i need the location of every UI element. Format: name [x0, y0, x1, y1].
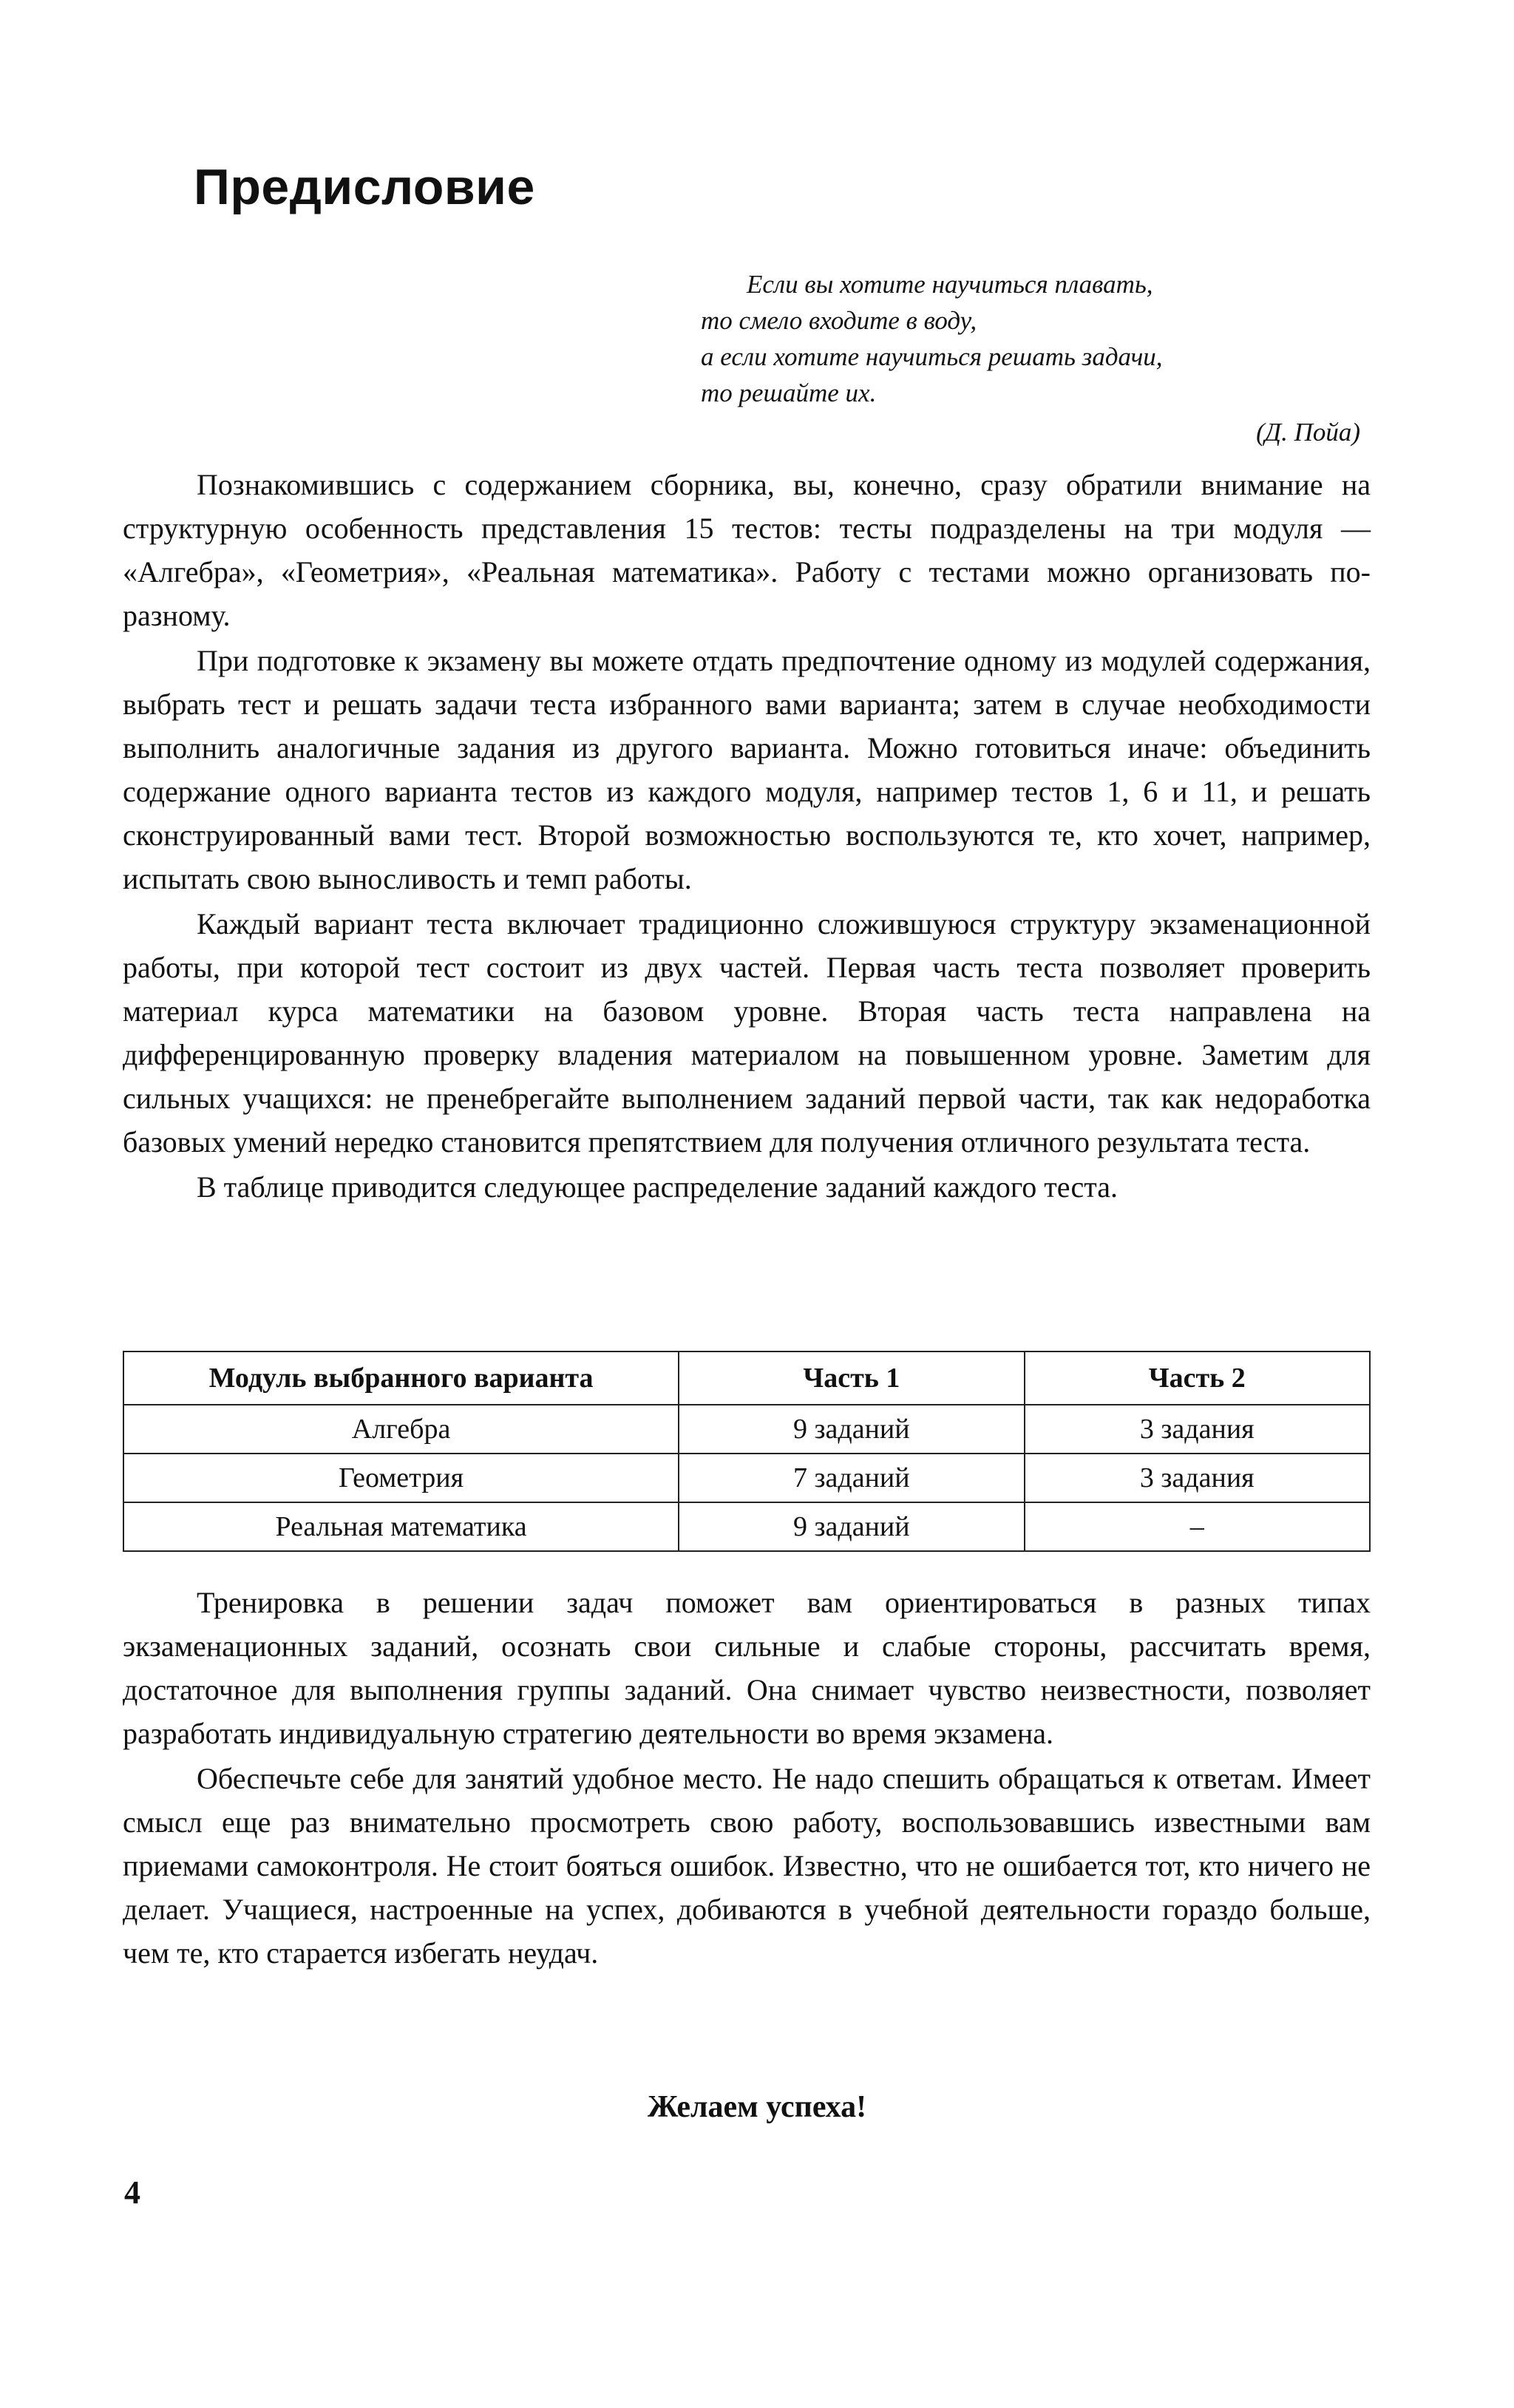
paragraph: Познакомившись с содержанием сборника, вы, конечно, сразу обратили внимание на структурную особенность представления 15 тестов: тесты подразделены на три модуля — «Алгебра», «Геометрия», «Реальная математика». Работу с тестами можно организовать по-разному. [123, 468, 1371, 632]
table-intro: В таблице приводится следующее распределение заданий каждого теста. [197, 1170, 1118, 1204]
page-title: Предисловие [194, 159, 535, 215]
table-row [123, 1502, 1370, 1551]
epigraph [701, 266, 1366, 450]
epigraph-line: то смело входите в воду, [701, 306, 977, 335]
epigraph-line: а если хотите научиться решать задачи, [701, 342, 1163, 371]
body-text-bottom [123, 1581, 1371, 1976]
table-header-part2: Часть 2 [1025, 1351, 1370, 1405]
table-cell-part2: – [1025, 1502, 1370, 1551]
epigraph-line: Если вы хотите научиться плавать, [747, 270, 1153, 299]
paragraph: Обеспечьте себе для занятий удобное место. Не надо спешить обращаться к ответам. Имеет смысл еще раз внимательно просмотреть свою работу, воспользовавшись известными вам приемами самоконтроля. Не стоит бояться ошибок. Известно, что не ошибается тот, кто ничего не делает. Учащиеся, настроенные на успех, добиваются в учебной деятельности гораздо больше, чем те, кто старается избегать неудач. [123, 1762, 1371, 1970]
table-cell-part1: 7 заданий [679, 1454, 1024, 1502]
table-row [123, 1454, 1370, 1502]
table-cell-part2: 3 задания [1025, 1405, 1370, 1454]
table-header-row [123, 1351, 1370, 1405]
table-cell-module: Алгебра [123, 1405, 679, 1454]
paragraph: Каждый вариант теста включает традиционно сложившуюся структуру экзаменационной работы, при которой тест состоит из двух частей. Первая часть теста позволяет проверить материал курса математики на базовом уровне. Вторая часть теста направлена на дифференцированную проверку владения материалом на повышенном уровне. Заметим для сильных учащихся: не пренебрегайте выполнением заданий первой части, так как недоработка базовых умений нередко становится препятствием для получения отличного результата теста. [123, 907, 1371, 1159]
epigraph-author: (Д. Пойа) [1256, 418, 1360, 447]
paragraph: При подготовке к экзамену вы можете отдать предпочтение одному из модулей содержания, выбрать тест и решать задачи теста избранного вами варианта; затем в случае необходимости выполнить аналогичные задания из другого варианта. Можно готовиться иначе: объединить содержание одного варианта тестов из каждого модуля, например тестов 1, 6 и 11, и решать сконструированный вами тест. Второй возможностью воспользуются те, кто хочет, например, испытать свою выносливость и темп работы. [123, 644, 1371, 895]
table-cell-part2: 3 задания [1025, 1454, 1370, 1502]
table-header-part1: Часть 1 [679, 1351, 1024, 1405]
table-cell-part1: 9 заданий [679, 1405, 1024, 1454]
body-text-top [123, 463, 1371, 1210]
table-header-module: Модуль выбранного варианта [123, 1351, 679, 1405]
table-cell-module: Геометрия [123, 1454, 679, 1502]
table-cell-part1: 9 заданий [679, 1502, 1024, 1551]
table-row [123, 1405, 1370, 1454]
page-number: 4 [124, 2174, 140, 2211]
paragraph: Тренировка в решении задач поможет вам ориентироваться в разных типах экзаменационных заданий, осознать свои сильные и слабые стороны, рассчитать время, достаточное для выполнения группы заданий. Она снимает чувство неизвестности, позволяет разработать индивидуальную стратегию деятельности во время экзамена. [123, 1586, 1371, 1750]
table-cell-module: Реальная математика [123, 1502, 679, 1551]
epigraph-line: то решайте их. [701, 379, 877, 407]
closing-wish: Желаем успеха! [647, 2090, 867, 2124]
task-distribution-table [123, 1351, 1371, 1552]
